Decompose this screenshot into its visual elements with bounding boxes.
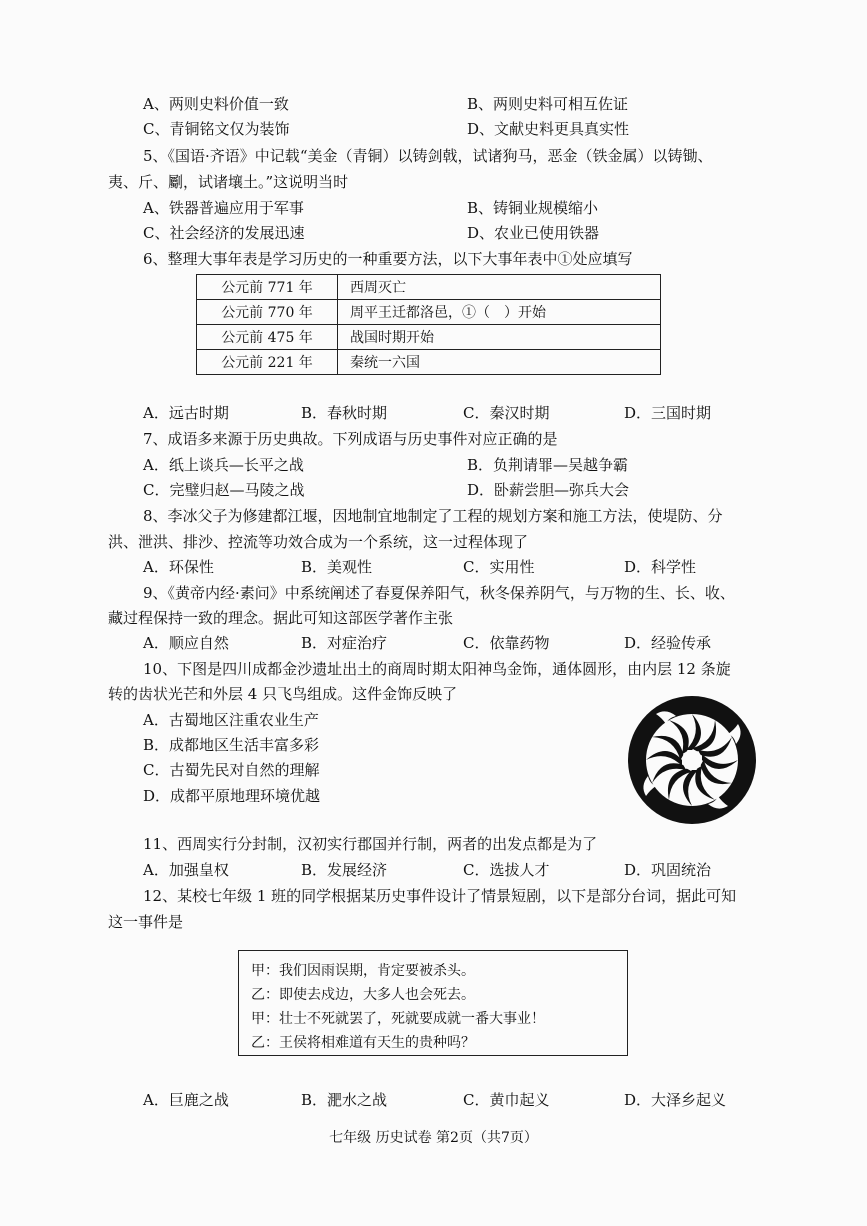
q6-timeline-table: [196, 274, 661, 375]
table-cell-year: 公元前 475 年: [197, 325, 338, 350]
q7-option-d: D．卧薪尝胆—弥兵大会: [467, 481, 630, 499]
q12-dialogue-box: [238, 950, 628, 1056]
q11-stem: 11、西周实行分封制，汉初实行郡国并行制，两者的出发点都是为了: [143, 835, 598, 853]
q10-option-d: D．成都平原地理环境优越: [143, 787, 321, 805]
q6-option-c: C．秦汉时期: [463, 404, 550, 422]
dialogue-line: 甲：壮士不死就罢了，死就要成就一番大事业！: [251, 1011, 545, 1027]
table-cell-year: 公元前 771 年: [197, 275, 338, 300]
q4-option-d: D、文献史料更具真实性: [467, 120, 630, 138]
q10-option-b: B．成都地区生活丰富多彩: [143, 736, 320, 754]
q9-option-c: C．依靠药物: [463, 634, 550, 652]
q7-option-b: B．负荆请罪—吴越争霸: [467, 456, 629, 474]
q12-option-c: C．黄巾起义: [463, 1091, 550, 1109]
table-cell-year: 公元前 770 年: [197, 300, 338, 325]
q6-option-d: D．三国时期: [624, 404, 712, 422]
q10-stem-line1: 10、下图是四川成都金沙遗址出土的商周时期太阳神鸟金饰，通体圆形，由内层 12 条旋: [143, 660, 731, 678]
q7-option-c: C．完璧归赵—马陵之战: [143, 481, 305, 499]
table-cell-year: 公元前 221 年: [197, 350, 338, 375]
q12-option-b: B．淝水之战: [301, 1091, 388, 1109]
q7-stem: 7、成语多来源于历史典故。下列成语与历史事件对应正确的是: [143, 430, 558, 448]
dialogue-line: 甲：我们因雨误期，肯定要被杀头。: [251, 963, 475, 979]
q5-stem-line1: 5、《国语·齐语》中记载“美金（青铜）以铸剑戟，试诸狗马，恶金（铁金属）以铸锄、: [143, 147, 713, 165]
q6-option-a: A．远古时期: [143, 404, 229, 422]
q5-option-c: C、社会经济的发展迅速: [143, 224, 305, 242]
q8-stem-line1: 8、李冰父子为修建都江堰，因地制宜地制定了工程的规划方案和施工方法，使堤防、分: [143, 507, 723, 525]
q11-option-b: B．发展经济: [301, 861, 388, 879]
q10-option-c: C．古蜀先民对自然的理解: [143, 761, 320, 779]
q5-option-b: B、铸铜业规模缩小: [467, 199, 599, 217]
q11-option-a: A．加强皇权: [143, 861, 229, 879]
q12-stem-line2: 这一事件是: [108, 913, 184, 931]
table-cell-event: 战国时期开始: [338, 325, 661, 350]
page-footer: 七年级 历史试卷 第2页（共7页）: [329, 1130, 538, 1146]
q9-stem-line2: 藏过程保持一致的理念。据此可知这部医学著作主张: [108, 609, 454, 627]
table-cell-event: 秦统一六国: [338, 350, 661, 375]
dialogue-line: 乙：即使去戍边，大多人也会死去。: [251, 987, 475, 1003]
q7-option-a: A．纸上谈兵—长平之战: [143, 456, 304, 474]
q4-option-c: C、青铜铭文仅为装饰: [143, 120, 290, 138]
table-row: [197, 300, 661, 325]
q5-option-d: D、农业已使用铁器: [467, 224, 600, 242]
q6-option-b: B．春秋时期: [301, 404, 388, 422]
table-cell-event: 西周灭亡: [338, 275, 661, 300]
q10-option-a: A．古蜀地区注重农业生产: [143, 711, 319, 729]
q9-option-b: B．对症治疗: [301, 634, 388, 652]
q12-option-a: A．巨鹿之战: [143, 1091, 229, 1109]
q11-option-c: C．选拔人才: [463, 861, 550, 879]
q5-option-a: A、铁器普遍应用于军事: [143, 199, 304, 217]
q9-option-d: D．经验传承: [624, 634, 712, 652]
table-row: [197, 275, 661, 300]
sun-bird-ornament-image: [626, 694, 758, 826]
q5-stem-line2: 夷、斤、劚，试诸壤土。”这说明当时: [108, 173, 349, 191]
table-row: [197, 350, 661, 375]
q12-stem-line1: 12、某校七年级 1 班的同学根据某历史事件设计了情景短剧，以下是部分台词，据此可知: [143, 887, 737, 905]
q8-option-c: C．实用性: [463, 558, 535, 576]
q9-stem-line1: 9、《黄帝内经·素问》中系统阐述了春夏保养阳气，秋冬保养阴气，与万物的生、长、收、: [143, 584, 735, 602]
q12-option-d: D．大泽乡起义: [624, 1091, 727, 1109]
dialogue-line: 乙：王侯将相难道有天生的贵种吗？: [251, 1035, 475, 1051]
q6-stem: 6、整理大事年表是学习历史的一种重要方法，以下大事年表中①处应填写: [143, 250, 633, 268]
q10-stem-line2: 转的齿状光芒和外层 4 只飞鸟组成。这件金饰反映了: [108, 685, 458, 703]
q8-option-d: D．科学性: [624, 558, 697, 576]
q9-option-a: A．顺应自然: [143, 634, 229, 652]
q8-stem-line2: 洪、泄洪、排沙、控流等功效合成为一个系统，这一过程体现了: [108, 533, 529, 551]
table-cell-event: 周平王迁都洛邑，①（ ）开始: [338, 300, 661, 325]
q11-option-d: D．巩固统治: [624, 861, 712, 879]
q8-option-a: A．环保性: [143, 558, 214, 576]
q4-option-a: A、两则史料价值一致: [143, 95, 289, 113]
q8-option-b: B．美观性: [301, 558, 373, 576]
q4-option-b: B、两则史料可相互佐证: [467, 95, 629, 113]
table-row: [197, 325, 661, 350]
